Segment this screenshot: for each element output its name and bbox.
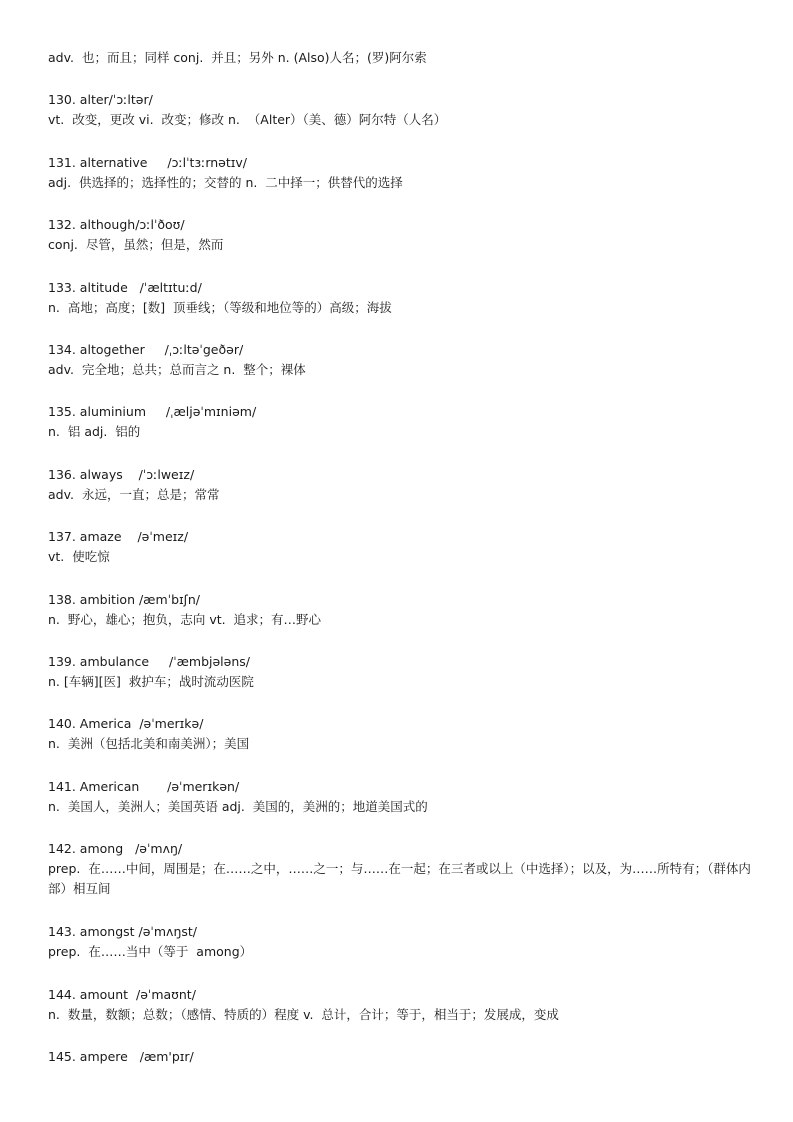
entry-headword: 138. ambition /æmˈbɪʃn/ [48,592,200,607]
entry-definition: adv. 完全地；总共；总而言之 n. 整个；裸体 [48,362,306,377]
entry-headword: 131. alternative /ɔːlˈtɜːrnətɪv/ [48,155,248,170]
entry-definition: n. 野心，雄心；抱负，志向 vt. 追求；有…野心 [48,612,322,627]
entry-headword: 135. aluminium /ˌæljəˈmɪniəm/ [48,404,257,419]
vocab-entry-140 [48,714,760,754]
entry-headword: 137. amaze /əˈmeɪz/ [48,529,189,544]
entry-definition: prep. 在……中间，周围是；在……之中，……之一；与……在一起；在三者或以上（中选择）；以及，为……所特有；（群体内部）相互间 [48,861,751,896]
entry-definition: n. 美洲（包括北美和南美洲）；美国 [48,736,250,751]
vocab-entry-131 [48,153,760,193]
vocab-entry-129-continued [48,48,760,68]
entry-headword: 136. always /ˈɔːlweɪz/ [48,467,195,482]
vocab-entry-136 [48,465,760,505]
entry-headword: 133. altitude /ˈæltɪtuːd/ [48,280,202,295]
entry-definition: adv. 永远，一直；总是；常常 [48,487,220,502]
entry-definition: adv. 也；而且；同样 conj. 并且；另外 n. (Also)人名；(罗)阿尔索 [48,50,427,65]
entry-headword: 143. amongst /əˈmʌŋst/ [48,924,197,939]
entry-headword: 132. although/ɔːlˈðoʊ/ [48,217,185,232]
vocab-entry-137 [48,527,760,567]
entry-definition: n. 美国人，美洲人；美国英语 adj. 美国的，美洲的；地道美国式的 [48,799,428,814]
vocab-entry-141 [48,777,760,817]
vocab-entry-139 [48,652,760,692]
vocab-entry-138 [48,590,760,630]
entry-headword: 130. alter/ˈɔːltər/ [48,92,153,107]
vocab-entry-142 [48,839,760,899]
vocab-entry-130 [48,90,760,130]
entry-definition: adj. 供选择的；选择性的；交替的 n. 二中择一；供替代的选择 [48,175,403,190]
entry-headword: 139. ambulance /ˈæmbjələns/ [48,654,250,669]
entry-definition: conj. 尽管，虽然；但是，然而 [48,237,224,252]
vocab-entry-134 [48,340,760,380]
vocab-entry-133 [48,278,760,318]
entry-headword: 134. altogether /ˌɔːltəˈgeðər/ [48,342,244,357]
vocab-entry-145 [48,1047,760,1067]
entry-headword: 140. America /əˈmerɪkə/ [48,716,204,731]
entry-definition: vt. 使吃惊 [48,549,110,564]
entry-definition: prep. 在……当中（等于 among） [48,944,253,959]
entry-headword: 145. ampere /æm'pɪr/ [48,1049,194,1064]
vocab-entry-144 [48,985,760,1025]
entry-headword: 141. American /əˈmerɪkən/ [48,779,240,794]
entry-definition: n. [车辆][医] 救护车；战时流动医院 [48,674,254,689]
vocab-entry-132 [48,215,760,255]
entry-headword: 144. amount /əˈmaʊnt/ [48,987,196,1002]
entry-definition: n. 数量，数额；总数；（感情、特质的）程度 v. 总计，合计；等于，相当于；发展成，变成 [48,1007,559,1022]
entry-definition: n. 铝 adj. 铝的 [48,424,141,439]
entry-definition: n. 高地；高度；[数] 顶垂线；（等级和地位等的）高级；海拔 [48,300,392,315]
entry-headword: 142. among /əˈmʌŋ/ [48,841,183,856]
vocab-entry-135 [48,402,760,442]
vocab-entry-143 [48,922,760,962]
entry-definition: vt. 改变，更改 vi. 改变；修改 n. （Alter）（美、德）阿尔特（人名） [48,112,447,127]
